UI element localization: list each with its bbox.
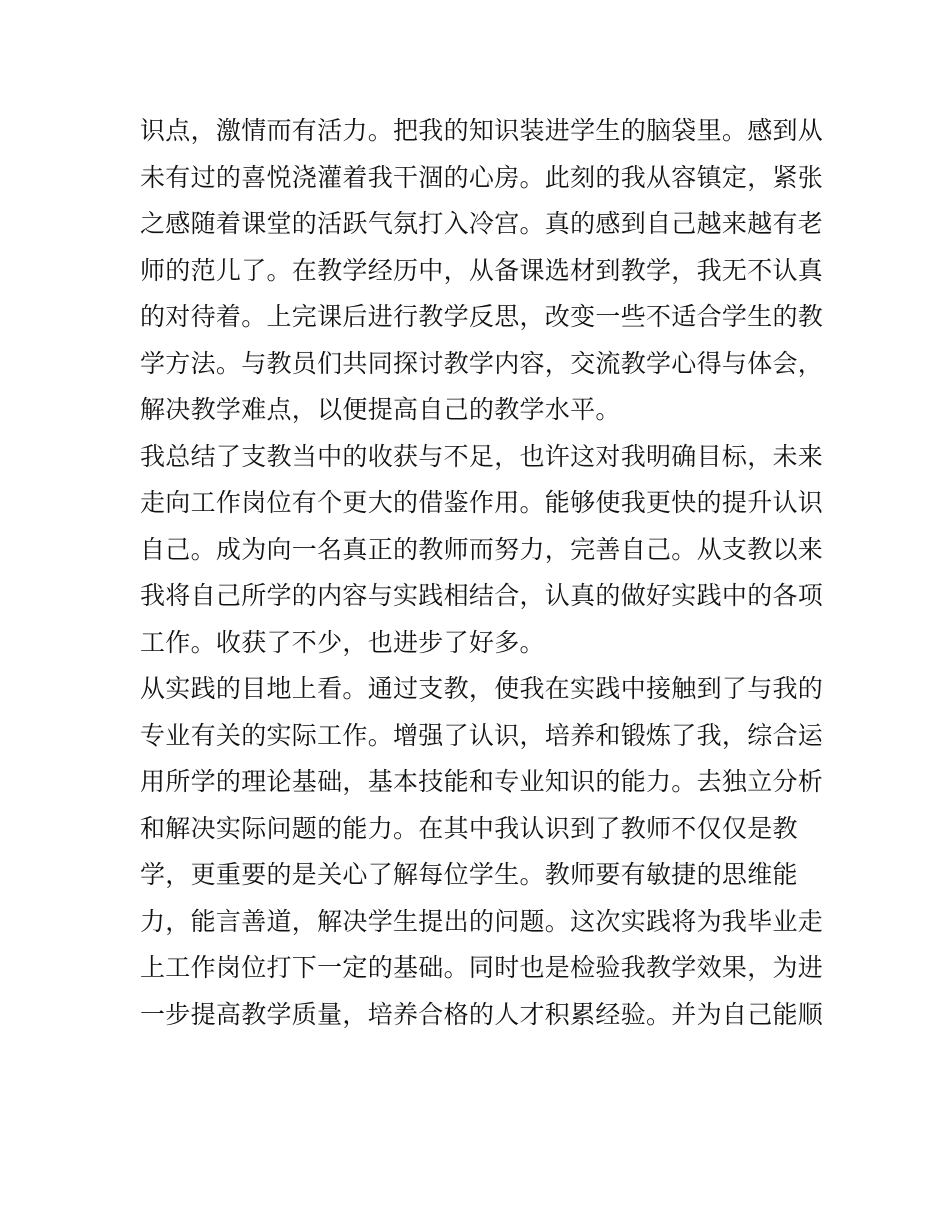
text-line: 师的范儿了。在教学经历中，从备课选材到教学，我无不认真 (140, 255, 824, 285)
text-line: 力，能言善道，解决学生提出的问题。这次实践将为我毕业走 (140, 906, 824, 936)
body-text (140, 108, 824, 1038)
text-line: 从实践的目地上看。通过支教，使我在实践中接触到了与我的 (140, 674, 824, 703)
text-line: 我总结了支教当中的收获与不足，也许这对我明确目标，未来 (140, 441, 824, 471)
text-line: 未有过的喜悦浇灌着我干涸的心房。此刻的我从容镇定，紧张 (140, 162, 824, 192)
text-line: 学方法。与教员们共同探讨教学内容，交流教学心得与体会， (140, 348, 824, 378)
text-line: 之感随着课堂的活跃气氛打入冷宫。真的感到自己越来越有老 (140, 209, 824, 238)
text-line: 学，更重要的是关心了解每位学生。教师要有敏捷的思维能 (140, 860, 798, 889)
text-line: 解决教学难点，以便提高自己的教学水平。 (140, 395, 621, 424)
text-line: 识点，激情而有活力。把我的知识装进学生的脑袋里。感到从 (140, 116, 824, 145)
text-line: 自己。成为向一名真正的教师而努力，完善自己。从支教以来 (140, 534, 824, 564)
text-line: 走向工作岗位有个更大的借鉴作用。能够使我更快的提升认识 (140, 488, 824, 517)
text-line: 工作。收获了不少，也进步了好多。 (140, 627, 545, 657)
text-line: 专业有关的实际工作。增强了认识，培养和锻炼了我，综合运 (140, 720, 824, 750)
text-line: 的对待着。上完课后进行教学反思，改变一些不适合学生的教 (140, 302, 824, 331)
text-line: 上工作岗位打下一定的基础。同时也是检验我教学效果，为进 (140, 953, 824, 982)
text-line: 用所学的理论基础，基本技能和专业知识的能力。去独立分析 (140, 767, 824, 796)
text-line: 和解决实际问题的能力。在其中我认识到了教师不仅仅是教 (140, 813, 798, 843)
text-line: 一步提高教学质量，培养合格的人才积累经验。并为自己能顺 (140, 999, 824, 1029)
text-line: 我将自己所学的内容与实践相结合，认真的做好实践中的各项 (140, 581, 824, 610)
